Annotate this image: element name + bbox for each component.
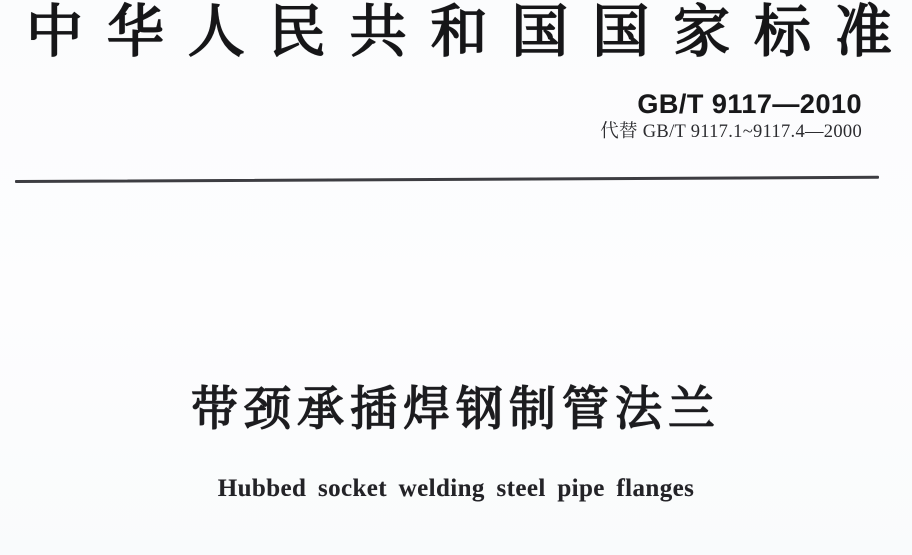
- banner-character: 准: [834, 1, 892, 64]
- replaces-note: 代替 GB/T 9117.1~9117.4—2000: [600, 122, 862, 142]
- banner-character: 和: [430, 1, 488, 64]
- national-standard-banner: [26, 0, 892, 66]
- banner-character: 中: [26, 1, 83, 64]
- banner-character: 国: [511, 1, 569, 64]
- header-divider-rule: [15, 176, 879, 183]
- standard-code: GB/T 9117—2010: [637, 89, 862, 119]
- banner-character: 华: [106, 1, 164, 64]
- banner-character: 民: [268, 1, 326, 64]
- banner-character: 国: [592, 1, 650, 64]
- standard-code-block: [600, 89, 862, 143]
- banner-character: 家: [673, 1, 731, 64]
- banner-character: 人: [187, 1, 245, 64]
- standard-title-english: Hubbed socket welding steel pipe flanges: [217, 475, 695, 502]
- banner-character: 共: [349, 1, 407, 64]
- banner-character: 标: [754, 1, 812, 64]
- standard-title-chinese: 带颈承插焊钢制管法兰: [191, 382, 721, 435]
